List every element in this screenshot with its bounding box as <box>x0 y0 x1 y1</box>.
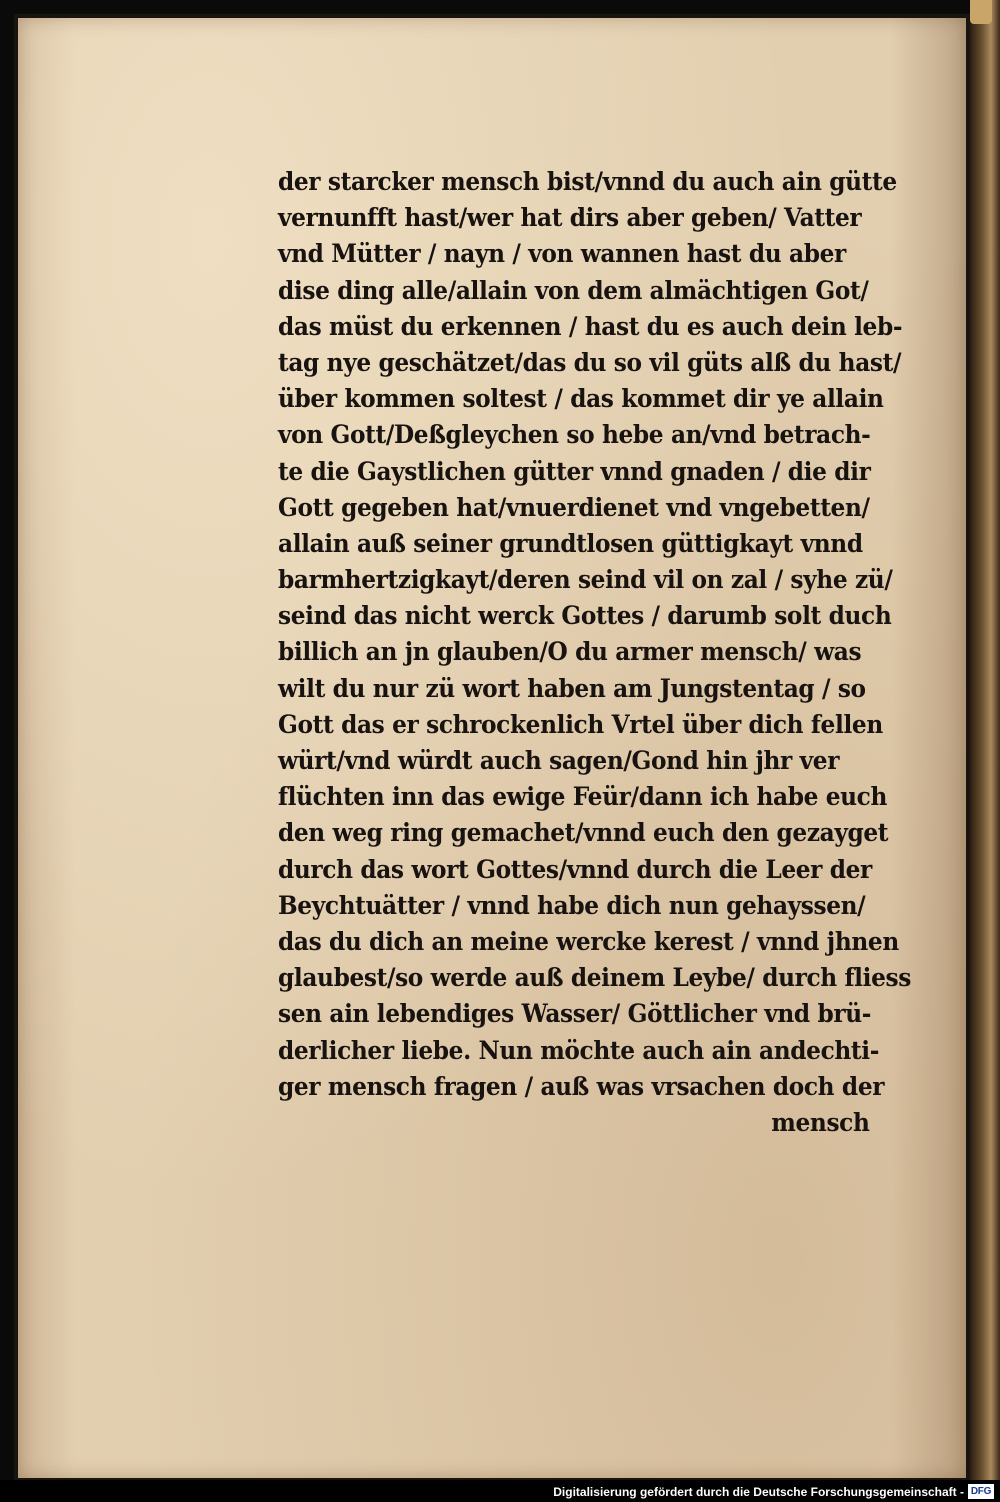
text-line: der starcker mensch bist/vnnd du auch ain gütte <box>278 167 897 196</box>
footer-bar <box>0 1480 1000 1502</box>
text-line: ger mensch fragen / auß was vrsachen doch der <box>278 1071 885 1101</box>
text-line: das müst du erkennen / hast du es auch dein leb- <box>278 311 903 341</box>
text-line: würt/vnd würdt auch sagen/Gond hin jhr ver <box>278 746 840 775</box>
text-line: Gott gegeben hat/vnuerdienet vnd vngebetten/ <box>278 492 870 522</box>
text-line: barmhertzigkayt/deren seind vil on zal / syhe zü/ <box>278 565 893 595</box>
text-line: wilt du nur zü wort haben am Jungstentag / so <box>278 673 866 703</box>
dfg-logo: DFG <box>968 1484 994 1499</box>
text-line: glaubest/so werde auß deinem Leybe/ durch fliess <box>278 963 911 993</box>
binding-tab <box>970 0 992 24</box>
book-binding-edge <box>970 0 1000 1502</box>
funding-credit: Digitalisierung gefördert durch die Deutsche Forschungsgemeinschaft - <box>553 1485 964 1499</box>
text-line: Gott das er schrockenlich Vrtel über dich fellen <box>278 709 883 739</box>
text-line: vnd Mütter / nayn / von wannen hast du aber <box>278 239 846 269</box>
blackletter-text-block <box>278 164 958 1141</box>
text-line: tag nye geschätzet/das du so vil güts alß du hast/ <box>278 347 902 377</box>
text-line: allain auß seiner grundtlosen güttigkayt vnnd <box>278 528 863 558</box>
text-line: von Gott/Deßgleychen so hebe an/vnd betrach- <box>278 420 871 450</box>
text-line: sen ain lebendiges Wasser/ Göttlicher vnd brü- <box>278 999 872 1029</box>
text-line: seind das nicht werck Gottes / darumb solt duch <box>278 601 892 631</box>
catchword: mensch <box>771 1107 870 1137</box>
text-line: durch das wort Gottes/vnnd durch die Leer der <box>278 854 872 884</box>
text-line: billich an jn glauben/O du armer mensch/ was <box>278 637 862 667</box>
text-line: das du dich an meine wercke kerest / vnnd jhnen <box>278 926 899 956</box>
text-line: dise ding alle/allain von dem almächtigen Got/ <box>278 275 869 305</box>
text-line: te die Gaystlichen gütter vnnd gnaden / die dir <box>278 456 871 486</box>
text-line: den weg ring gemachet/vnnd euch den gezayget <box>278 818 889 848</box>
text-line: Beychtuätter / vnnd habe dich nun gehayssen/ <box>278 890 866 920</box>
text-line: flüchten inn das ewige Feür/dann ich habe euch <box>278 782 888 812</box>
text-line: derlicher liebe. Nun möchte auch ain andechti- <box>278 1035 880 1065</box>
text-line: über kommen soltest / das kommet dir ye allain <box>278 384 884 414</box>
text-line: vernunfft hast/wer hat dirs aber geben/ Vatter <box>278 203 862 233</box>
